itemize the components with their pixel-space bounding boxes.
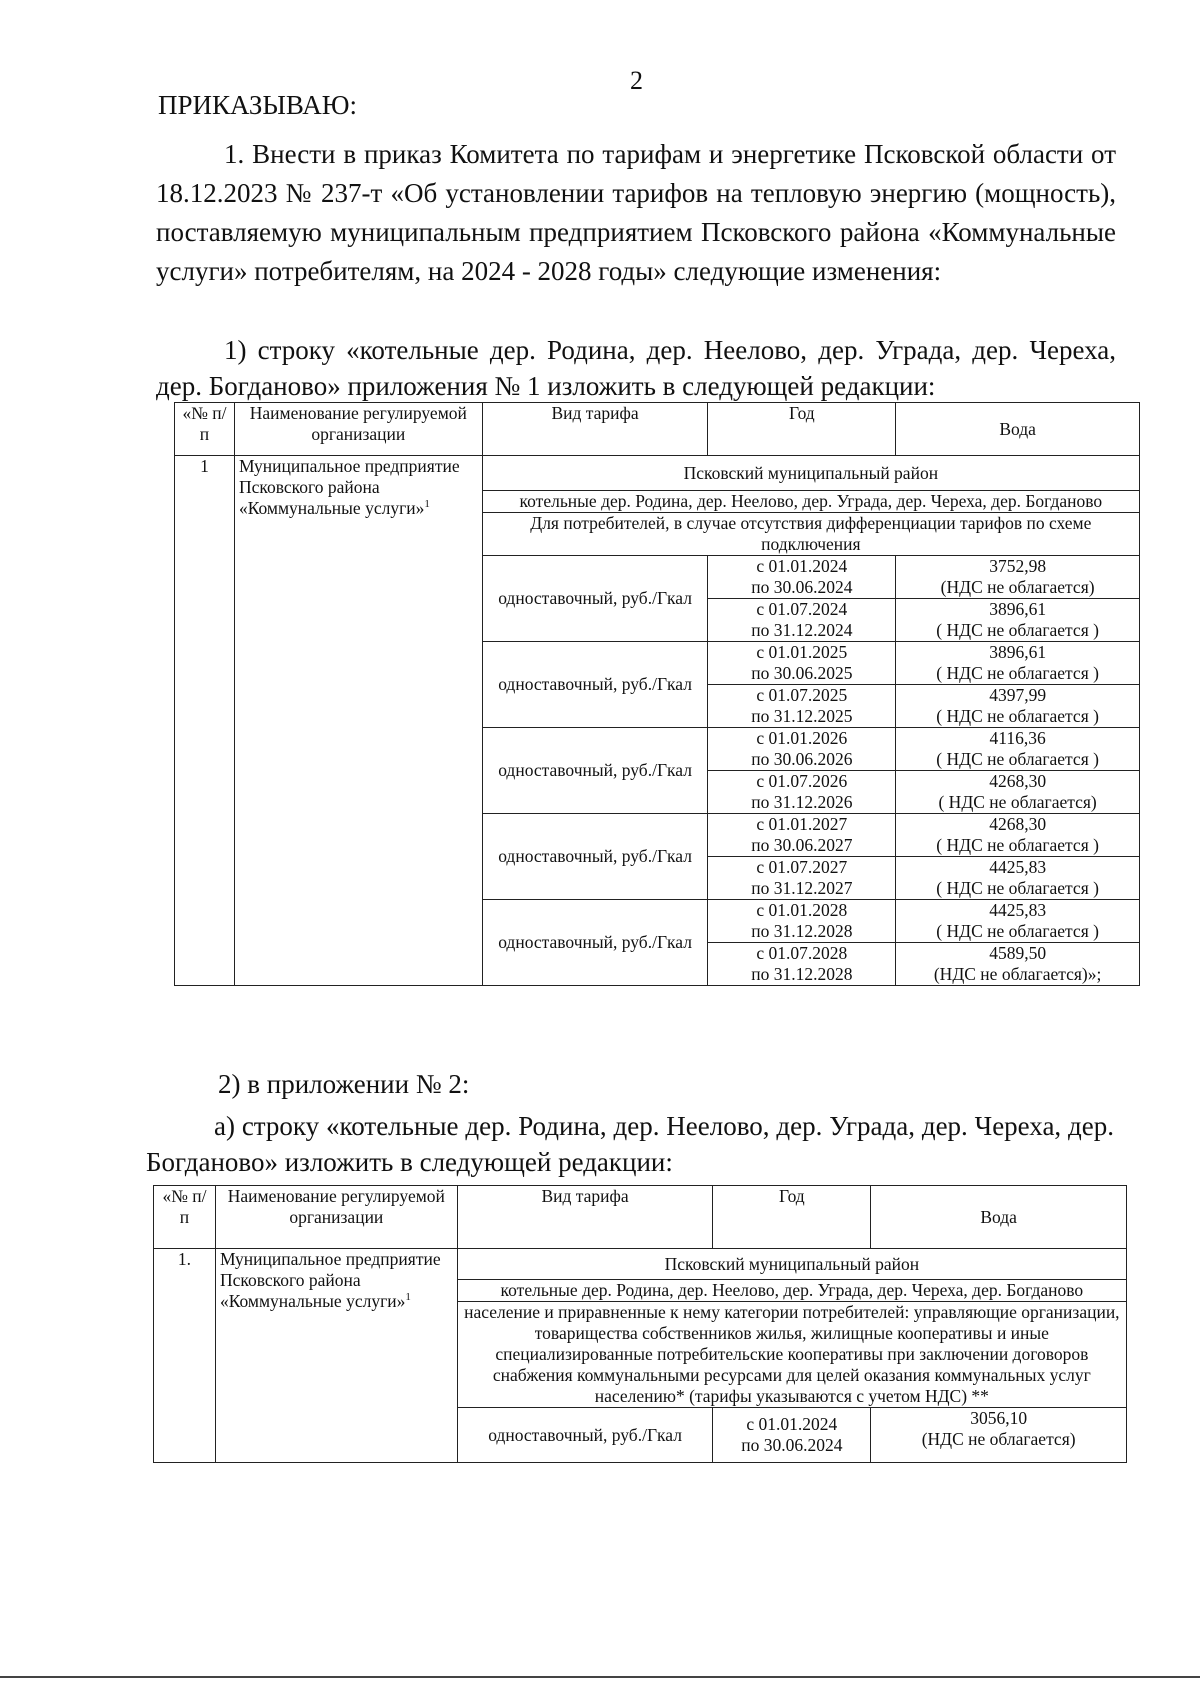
boilers-cell: котельные дер. Родина, дер. Неелово, дер. Уграда, дер. Череха, дер. Богданово (482, 491, 1139, 513)
row-num: 1 (175, 456, 235, 986)
cell-line: по 30.06.2024 (741, 1435, 843, 1455)
tariff-type-cell: одноставочный, руб./Гкал (482, 900, 708, 986)
cell-line: 4589,50 (989, 943, 1047, 963)
org-name: Муниципальное предприятие Псковского района «Коммунальные услуги» (238, 456, 460, 518)
cell-line: 4116,36 (989, 728, 1046, 748)
cell-line: ( НДС не облагается) (938, 792, 1097, 812)
value-cell (896, 900, 1140, 943)
cell-line: ( НДС не облагается ) (936, 878, 1099, 898)
cell-line: по 30.06.2027 (751, 835, 853, 855)
cell-line: ( НДС не облагается ) (936, 706, 1099, 726)
cell-line: с 01.01.2028 (756, 900, 848, 920)
tariff-table-2 (153, 1185, 1127, 1463)
population-cell: население и приравненные к нему категории потребителей: управляющие организации, товарищества собственников жилья, жилищные кооперативы и иные специализированные потребительские кооперативы при заключении договоров снабжения коммунальными ресурсами для целей оказания коммунальных услуг населению* (тарифы указываются с учетом НДС) ** (457, 1302, 1126, 1408)
header-year: Год (708, 403, 896, 456)
header-water: Вода (871, 1186, 1127, 1249)
cell-line: 4268,30 (989, 814, 1047, 834)
district-cell: Псковский муниципальный район (457, 1249, 1126, 1280)
cell-line: (НДС не облагается) (921, 1429, 1076, 1449)
cell-line: 3056,10 (970, 1408, 1028, 1428)
header-num: «№ п/п (175, 403, 235, 456)
value-cell (896, 685, 1140, 728)
cell-line: (НДС не облагается) (940, 577, 1095, 597)
period-cell (708, 814, 896, 857)
cell-line: с 01.07.2027 (756, 857, 848, 877)
cell-line: ( НДС не облагается ) (936, 663, 1099, 683)
district-cell: Псковский муниципальный район (482, 456, 1139, 491)
header-water: Вода (896, 403, 1140, 456)
header-org: Наименование регулируемой организации (215, 1186, 457, 1249)
footnote-mark: 1 (424, 498, 430, 511)
cell-line: с 01.07.2028 (756, 943, 848, 963)
value-cell (896, 556, 1140, 599)
header-num: «№ п/п (154, 1186, 216, 1249)
value-cell (871, 1408, 1127, 1463)
org-cell (234, 456, 482, 986)
cell-line: по 31.12.2027 (751, 878, 853, 898)
cell-line: с 01.01.2025 (756, 642, 848, 662)
header-tariff-type: Вид тарифа (482, 403, 708, 456)
cell-line: (НДС не облагается)»; (933, 964, 1102, 984)
cell-line: с 01.01.2024 (756, 556, 848, 576)
period-cell (708, 857, 896, 900)
cell-line: по 31.12.2026 (751, 792, 853, 812)
cell-line: 3896,61 (989, 599, 1047, 619)
cell-line: с 01.01.2027 (756, 814, 848, 834)
tariff-table-1 (174, 402, 1140, 986)
cell-line: с 01.01.2024 (746, 1414, 838, 1434)
table-header-row (175, 403, 1140, 456)
tariff-type-cell: одноставочный, руб./Гкал (482, 728, 708, 814)
page-number: 2 (630, 66, 643, 95)
cell-line: 3752,98 (989, 556, 1047, 576)
cell-line: 4268,30 (989, 771, 1047, 791)
cell-line: по 31.12.2028 (751, 921, 853, 941)
cell-line: 4425,83 (989, 900, 1047, 920)
period-cell (708, 728, 896, 771)
row-num: 1. (154, 1249, 216, 1463)
value-cell (896, 814, 1140, 857)
cell-line: 4425,83 (989, 857, 1047, 877)
order-heading: ПРИКАЗЫВАЮ: (158, 90, 357, 120)
cell-line: по 30.06.2026 (751, 749, 853, 769)
period-cell (708, 943, 896, 986)
cell-line: ( НДС не облагается ) (936, 749, 1099, 769)
consumers-cell: Для потребителей, в случае отсутствия дифференциации тарифов по схеме подключения (482, 513, 1139, 556)
cell-line: по 31.12.2024 (751, 620, 853, 640)
period-cell (708, 599, 896, 642)
table-header-row (154, 1186, 1127, 1249)
table-row (154, 1249, 1127, 1280)
item-2a: а) строку «котельные дер. Родина, дер. Неелово, дер. Уграда, дер. Череха, дер. Богданово» изложить в следующей редакции: (146, 1111, 1114, 1177)
org-name: Муниципальное предприятие Псковского района «Коммунальные услуги» (219, 1249, 441, 1311)
cell-line: ( НДС не облагается ) (936, 921, 1099, 941)
value-cell (896, 599, 1140, 642)
cell-line: по 31.12.2028 (751, 964, 853, 984)
item-2: 2) в приложении № 2: (218, 1069, 470, 1099)
cell-line: с 01.07.2026 (756, 771, 848, 791)
value-cell (896, 943, 1140, 986)
period-cell (708, 556, 896, 599)
period-cell (708, 771, 896, 814)
cell-line: 3896,61 (989, 642, 1047, 662)
cell-line: ( НДС не облагается ) (936, 835, 1099, 855)
value-cell (896, 857, 1140, 900)
table-row (175, 456, 1140, 491)
tariff-type-cell: одноставочный, руб./Гкал (482, 642, 708, 728)
value-cell (896, 728, 1140, 771)
cell-line: с 01.07.2025 (756, 685, 848, 705)
tariff-type-cell: одноставочный, руб./Гкал (482, 814, 708, 900)
period-cell (708, 642, 896, 685)
period-cell (713, 1408, 871, 1463)
cell-line: по 30.06.2025 (751, 663, 853, 683)
paragraph-1: 1. Внести в приказ Комитета по тарифам и энергетике Псковской области от 18.12.2023 № 237-т «Об установлении тарифов на тепловую энергию (мощность), поставляемую муниципальным предприятием Псковского района «Коммунальные услуги» потребителям, на 2024 - 2028 годы» следующие изменения: (156, 139, 1116, 286)
period-cell (708, 900, 896, 943)
header-tariff-type: Вид тарифа (457, 1186, 713, 1249)
value-cell (896, 642, 1140, 685)
org-cell (215, 1249, 457, 1463)
cell-line: ( НДС не облагается ) (936, 620, 1099, 640)
cell-line: с 01.07.2024 (756, 599, 848, 619)
value-cell (896, 771, 1140, 814)
tariff-type-cell: одноставочный, руб./Гкал (482, 556, 708, 642)
scan-bottom-edge (0, 1676, 1200, 1678)
tariff-type-cell: одноставочный, руб./Гкал (457, 1408, 713, 1463)
cell-line: 4397,99 (989, 685, 1047, 705)
cell-line: по 30.06.2024 (751, 577, 853, 597)
footnote-mark: 1 (405, 1291, 411, 1304)
cell-line: с 01.01.2026 (756, 728, 848, 748)
item-1: 1) строку «котельные дер. Родина, дер. Неелово, дер. Уграда, дер. Череха, дер. Богданово» приложения № 1 изложить в следующей редакции: (156, 335, 1116, 401)
header-org: Наименование регулируемой организации (234, 403, 482, 456)
boilers-cell: котельные дер. Родина, дер. Неелово, дер. Уграда, дер. Череха, дер. Богданово (457, 1280, 1126, 1302)
cell-line: по 31.12.2025 (751, 706, 853, 726)
period-cell (708, 685, 896, 728)
header-year: Год (713, 1186, 871, 1249)
